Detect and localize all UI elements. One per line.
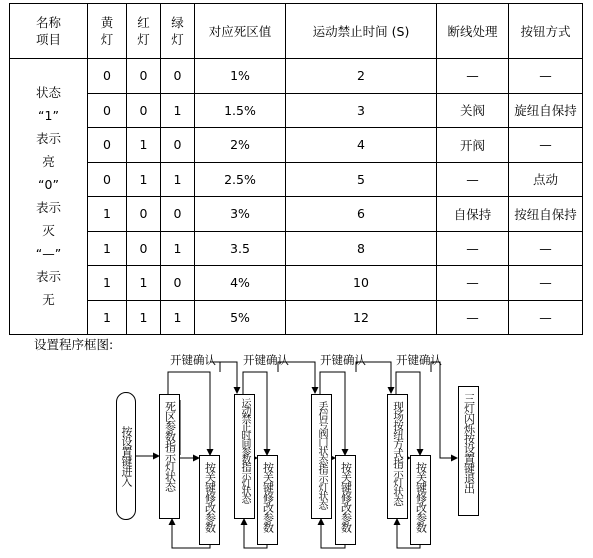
cell-red: 0 bbox=[127, 231, 161, 266]
cell-time: 5 bbox=[286, 162, 437, 197]
header-deadzone: 对应死区值 bbox=[195, 4, 286, 59]
cell-time: 6 bbox=[286, 197, 437, 232]
cell-time: 10 bbox=[286, 266, 437, 301]
cell-yellow: 0 bbox=[88, 59, 127, 94]
cell-red: 1 bbox=[127, 266, 161, 301]
cell-button: — bbox=[509, 300, 583, 335]
cell-green: 1 bbox=[161, 93, 195, 128]
cell-yellow: 1 bbox=[88, 300, 127, 335]
cell-yellow: 0 bbox=[88, 162, 127, 197]
cell-deadzone: 5% bbox=[195, 300, 286, 335]
cell-deadzone: 4% bbox=[195, 266, 286, 301]
start-terminal bbox=[116, 392, 136, 520]
start-label: 按设置键进入 bbox=[120, 426, 133, 486]
cell-button: — bbox=[509, 266, 583, 301]
step-3-main-box: 丢信号阀门状态指示灯状态 bbox=[311, 394, 332, 519]
step-1-edit-box: 按关键修改参数 bbox=[199, 455, 220, 545]
cell-button: 点动 bbox=[509, 162, 583, 197]
confirm-label-4: 开键确认 bbox=[396, 353, 442, 367]
exit-box: 三灯闪烁按设置键退出 bbox=[458, 386, 479, 516]
header-green: 绿 灯 bbox=[161, 4, 195, 59]
cell-button: 按纽自保持 bbox=[509, 197, 583, 232]
cell-yellow: 1 bbox=[88, 266, 127, 301]
cell-button: — bbox=[509, 59, 583, 94]
step-4-main-box: 现场按纽方式指示灯状态 bbox=[387, 394, 408, 519]
cell-yellow: 0 bbox=[88, 128, 127, 163]
cell-red: 0 bbox=[127, 59, 161, 94]
cell-disconnect: 开阀 bbox=[437, 128, 509, 163]
cell-deadzone: 1.5% bbox=[195, 93, 286, 128]
cell-time: 4 bbox=[286, 128, 437, 163]
header-yellow: 黄 灯 bbox=[88, 4, 127, 59]
cell-disconnect: — bbox=[437, 162, 509, 197]
cell-red: 1 bbox=[127, 128, 161, 163]
header-button-mode: 按钮方式 bbox=[509, 4, 583, 59]
cell-green: 1 bbox=[161, 300, 195, 335]
confirm-label-3: 开键确认 bbox=[320, 353, 366, 367]
cell-time: 3 bbox=[286, 93, 437, 128]
cell-green: 1 bbox=[161, 162, 195, 197]
step-2-edit-box: 按关键修改参数 bbox=[257, 455, 278, 545]
flowchart-caption: 设置程序框图: bbox=[34, 337, 114, 352]
cell-button: 旋纽自保持 bbox=[509, 93, 583, 128]
cell-red: 0 bbox=[127, 93, 161, 128]
cell-yellow: 0 bbox=[88, 93, 127, 128]
cell-red: 0 bbox=[127, 197, 161, 232]
cell-deadzone: 2% bbox=[195, 128, 286, 163]
cell-green: 0 bbox=[161, 266, 195, 301]
cell-yellow: 1 bbox=[88, 231, 127, 266]
step-2-main-box: 运动禁止时间参数指示灯状态 bbox=[234, 394, 255, 519]
cell-button: — bbox=[509, 231, 583, 266]
cell-disconnect: — bbox=[437, 59, 509, 94]
cell-green: 0 bbox=[161, 128, 195, 163]
cell-time: 2 bbox=[286, 59, 437, 94]
connector-4-exit bbox=[431, 362, 457, 458]
cell-green: 0 bbox=[161, 197, 195, 232]
cell-disconnect: 自保持 bbox=[437, 197, 509, 232]
header-red: 红 灯 bbox=[127, 4, 161, 59]
cell-yellow: 1 bbox=[88, 197, 127, 232]
cell-green: 1 bbox=[161, 231, 195, 266]
cell-disconnect: 关阀 bbox=[437, 93, 509, 128]
header-inhibit-time: 运动禁止时间 (S) bbox=[286, 4, 437, 59]
cell-disconnect: — bbox=[437, 231, 509, 266]
confirm-label-1: 开键确认 bbox=[170, 353, 216, 367]
confirm-label-2: 开键确认 bbox=[243, 353, 289, 367]
step-4-edit-box: 按关键修改参数 bbox=[410, 455, 431, 545]
cell-button: — bbox=[509, 128, 583, 163]
cell-disconnect: — bbox=[437, 300, 509, 335]
connector-1-2 bbox=[220, 362, 237, 393]
state-legend-cell: 状态 “1” 表示 亮 “0” 表示 灭 “—” 表示 无 bbox=[10, 59, 88, 335]
cell-time: 12 bbox=[286, 300, 437, 335]
cell-deadzone: 1% bbox=[195, 59, 286, 94]
cell-disconnect: — bbox=[437, 266, 509, 301]
cell-deadzone: 3% bbox=[195, 197, 286, 232]
step-1-main-box: 死区参数指示灯状态 bbox=[159, 394, 180, 519]
cell-time: 8 bbox=[286, 231, 437, 266]
header-disconnect: 断线处理 bbox=[437, 4, 509, 59]
cell-red: 1 bbox=[127, 162, 161, 197]
step-3-edit-box: 按关键修改参数 bbox=[335, 455, 356, 545]
cell-deadzone: 2.5% bbox=[195, 162, 286, 197]
cell-green: 0 bbox=[161, 59, 195, 94]
cell-deadzone: 3.5 bbox=[195, 231, 286, 266]
cell-red: 1 bbox=[127, 300, 161, 335]
header-name: 名称 项目 bbox=[10, 4, 88, 59]
